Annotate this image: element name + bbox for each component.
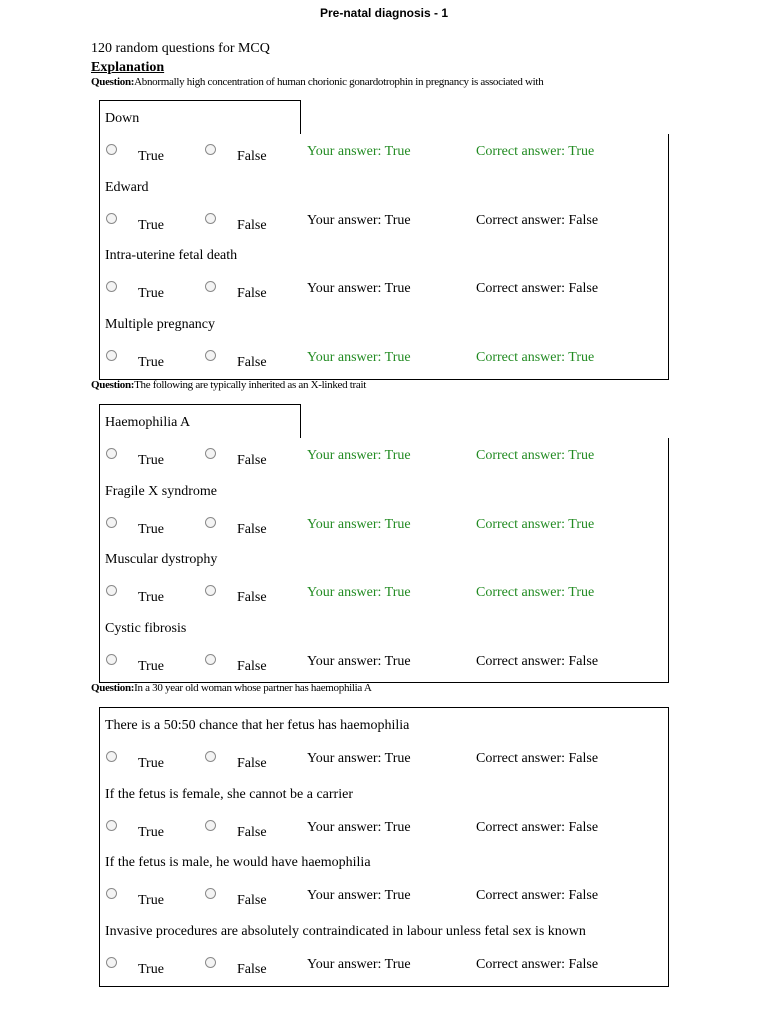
radio-false[interactable]: [205, 517, 216, 528]
statement-text: Fragile X syndrome: [105, 483, 217, 499]
statement-text: Multiple pregnancy: [105, 316, 216, 332]
false-label: False: [237, 453, 267, 468]
radio-true[interactable]: [106, 751, 117, 762]
true-label: True: [138, 893, 164, 908]
answer-row: [99, 350, 667, 374]
correct-answer: Correct answer: False: [476, 212, 599, 228]
answer-row: [99, 654, 667, 678]
radio-true[interactable]: [106, 585, 117, 596]
your-answer: Your answer: True: [307, 212, 411, 228]
answer-row: [99, 957, 667, 981]
document-title: Pre-natal diagnosis - 1: [319, 6, 449, 20]
radio-true[interactable]: [106, 957, 117, 968]
your-answer: Your answer: True: [307, 349, 411, 365]
statement-text: If the fetus is male, he would have haemophilia: [105, 855, 371, 870]
answer-row: [99, 751, 667, 775]
statement-text: Down: [105, 111, 140, 126]
radio-false[interactable]: [205, 820, 216, 831]
radio-true[interactable]: [106, 281, 117, 292]
true-label: True: [138, 217, 164, 233]
false-label: False: [237, 521, 267, 537]
true-label: True: [138, 590, 164, 605]
intro-text: 120 random questions for MCQ: [91, 41, 270, 56]
false-label: False: [237, 658, 267, 674]
your-answer: Your answer: True: [307, 819, 411, 835]
true-label: True: [138, 961, 164, 977]
question-prefix: Question:: [91, 682, 135, 694]
question-body: The following are typically inherited as an X-linked trait: [134, 379, 366, 391]
radio-false[interactable]: [205, 654, 216, 665]
statement-text: Haemophilia A: [105, 415, 191, 430]
statement-text: Muscular dystrophy: [105, 552, 218, 567]
correct-answer: Correct answer: True: [476, 448, 595, 463]
question-block: [99, 707, 669, 987]
correct-answer: Correct answer: False: [476, 956, 599, 972]
radio-false[interactable]: [205, 281, 216, 292]
radio-true[interactable]: [106, 144, 117, 155]
radio-true[interactable]: [106, 888, 117, 899]
radio-false[interactable]: [205, 957, 216, 968]
answer-row: [99, 281, 667, 305]
true-label: True: [138, 286, 164, 301]
radio-false[interactable]: [205, 213, 216, 224]
correct-answer: Correct answer: False: [476, 281, 599, 296]
radio-false[interactable]: [205, 585, 216, 596]
radio-false[interactable]: [205, 144, 216, 155]
radio-true[interactable]: [106, 448, 117, 459]
true-label: True: [138, 658, 164, 674]
correct-answer: Correct answer: False: [476, 819, 599, 835]
your-answer: Your answer: True: [307, 516, 411, 532]
question-body: In a 30 year old woman whose partner has haemophilia A: [134, 682, 372, 694]
false-label: False: [237, 824, 267, 840]
question-block: [99, 100, 669, 380]
radio-true[interactable]: [106, 820, 117, 831]
your-answer: Your answer: True: [307, 281, 411, 296]
your-answer: Your answer: True: [307, 448, 411, 463]
radio-false[interactable]: [205, 350, 216, 361]
correct-answer: Correct answer: True: [476, 349, 595, 365]
false-label: False: [237, 590, 267, 605]
radio-true[interactable]: [106, 517, 117, 528]
question-block: [99, 404, 669, 683]
false-label: False: [237, 286, 267, 301]
false-label: False: [237, 893, 267, 908]
radio-false[interactable]: [205, 751, 216, 762]
true-label: True: [138, 521, 164, 537]
false-label: False: [237, 756, 267, 771]
true-label: True: [138, 824, 164, 840]
your-answer: Your answer: True: [307, 888, 411, 903]
question-text: [91, 76, 543, 88]
radio-true[interactable]: [106, 213, 117, 224]
answer-row: [99, 213, 667, 237]
true-label: True: [138, 453, 164, 468]
answer-row: [99, 448, 667, 472]
statement-text: There is a 50:50 chance that her fetus has haemophilia: [105, 718, 410, 733]
question-prefix: Question:: [91, 379, 135, 391]
statement-text: Invasive procedures are absolutely contraindicated in labour unless fetal sex is known: [105, 923, 586, 939]
correct-answer: Correct answer: True: [476, 585, 595, 600]
correct-answer: Correct answer: False: [476, 653, 599, 669]
false-label: False: [237, 354, 267, 370]
false-label: False: [237, 217, 267, 233]
statement-text: Edward: [105, 179, 149, 195]
question-text: [91, 682, 371, 694]
answer-row: [99, 585, 667, 609]
correct-answer: Correct answer: True: [476, 144, 595, 159]
question-body: Abnormally high concentration of human chorionic gonardotrophin in pregnancy is associated with: [134, 76, 544, 88]
answer-row: [99, 517, 667, 541]
radio-false[interactable]: [205, 888, 216, 899]
answer-row: [99, 144, 667, 168]
correct-answer: Correct answer: True: [476, 516, 595, 532]
answer-row: [99, 820, 667, 844]
statement-text: Intra-uterine fetal death: [105, 248, 238, 263]
your-answer: Your answer: True: [307, 751, 411, 766]
answer-box-border: [99, 707, 669, 987]
radio-true[interactable]: [106, 654, 117, 665]
radio-false[interactable]: [205, 448, 216, 459]
question-text: [91, 379, 366, 391]
question-prefix: Question:: [91, 76, 135, 88]
your-answer: Your answer: True: [307, 956, 411, 972]
your-answer: Your answer: True: [307, 144, 411, 159]
true-label: True: [138, 756, 164, 771]
correct-answer: Correct answer: False: [476, 751, 599, 766]
explanation-heading: Explanation: [91, 60, 165, 75]
your-answer: Your answer: True: [307, 585, 411, 600]
answer-row: [99, 888, 667, 912]
true-label: True: [138, 149, 164, 164]
your-answer: Your answer: True: [307, 653, 411, 669]
statement-text: Cystic fibrosis: [105, 620, 187, 636]
radio-true[interactable]: [106, 350, 117, 361]
false-label: False: [237, 961, 267, 977]
correct-answer: Correct answer: False: [476, 888, 599, 903]
true-label: True: [138, 354, 164, 370]
false-label: False: [237, 149, 267, 164]
statement-text: If the fetus is female, she cannot be a carrier: [105, 786, 353, 802]
